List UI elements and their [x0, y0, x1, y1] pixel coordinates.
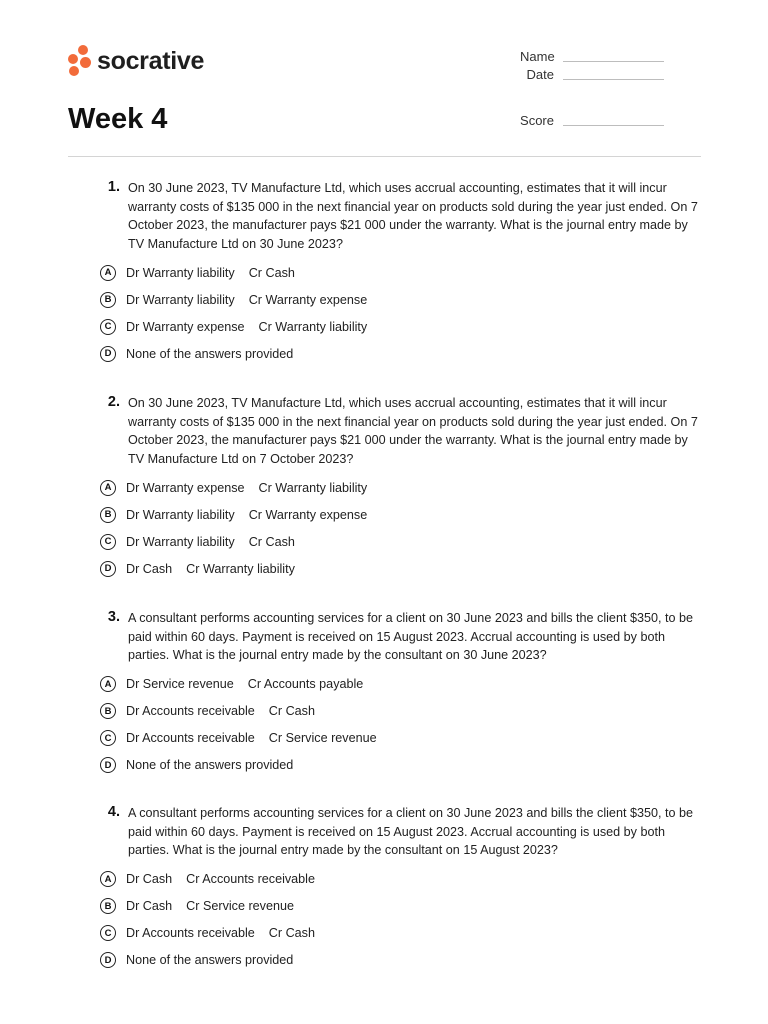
- option-c-badge: C: [100, 319, 116, 335]
- option-d-badge: D: [100, 561, 116, 577]
- option-text: Dr Cash Cr Accounts receivable: [126, 872, 315, 887]
- name-label: Name: [520, 49, 555, 64]
- option-a[interactable]: [100, 259, 700, 286]
- option-c[interactable]: [100, 313, 700, 340]
- question-number: 2.: [107, 394, 120, 410]
- option-d[interactable]: [100, 947, 700, 974]
- score-label: Score: [520, 113, 554, 128]
- option-text: Dr Accounts receivable Cr Cash: [126, 704, 315, 719]
- question-4: [100, 804, 700, 974]
- option-b-badge: B: [100, 507, 116, 523]
- option-text: Dr Accounts receivable Cr Service revenue: [126, 731, 377, 746]
- page-title: Week 4: [68, 103, 168, 135]
- date-field: [520, 67, 664, 82]
- option-c[interactable]: [100, 528, 700, 555]
- option-text: Dr Accounts receivable Cr Cash: [126, 926, 315, 941]
- option-text: None of the answers provided: [126, 758, 294, 773]
- option-text: None of the answers provided: [126, 953, 294, 968]
- brand-name: socrative: [97, 46, 205, 75]
- question-number: 1.: [107, 179, 120, 195]
- option-d[interactable]: [100, 752, 700, 779]
- socrative-dots-icon: [67, 44, 93, 78]
- option-c[interactable]: [100, 920, 700, 947]
- name-field: [520, 49, 664, 64]
- socrative-logo: [67, 44, 204, 78]
- question-text: A consultant performs accounting services for a client on 30 June 2023 and bills the client $350, to be paid within 60 days. Payment is received on 15 August 2023. Accrual accounting is used by both parties. What is the journal entry made by the consultant on 30 June 2023?: [128, 611, 693, 663]
- option-text: Dr Cash Cr Warranty liability: [126, 561, 295, 576]
- score-field: [520, 113, 664, 128]
- question-text: On 30 June 2023, TV Manufacture Ltd, which uses accrual accounting, estimates that it will incur warranty costs of $135 000 in the next financial year on products sold during the year just ended. On 7 October 2023, the manufacturer pays $21 000 under the warranty. What is the journal entry made by TV Manufacture Ltd on 30 June 2023?: [128, 181, 698, 251]
- question-2: [100, 394, 700, 582]
- option-d-badge: D: [100, 346, 116, 362]
- option-text: Dr Warranty liability Cr Cash: [126, 265, 295, 280]
- question-1: [100, 179, 700, 367]
- option-a[interactable]: [100, 671, 700, 698]
- option-text: Dr Warranty expense Cr Warranty liability: [126, 480, 368, 495]
- question-number: 3.: [107, 609, 120, 625]
- option-a-badge: A: [100, 480, 116, 496]
- option-b[interactable]: [100, 501, 700, 528]
- option-b-badge: B: [100, 898, 116, 914]
- option-text: Dr Warranty liability Cr Cash: [126, 534, 295, 549]
- option-c-badge: C: [100, 925, 116, 941]
- score-line: [563, 124, 664, 126]
- option-b-badge: B: [100, 292, 116, 308]
- option-b[interactable]: [100, 893, 700, 920]
- option-b[interactable]: [100, 286, 700, 313]
- option-a[interactable]: [100, 474, 700, 501]
- answer-options: [100, 671, 700, 779]
- option-c-badge: C: [100, 534, 116, 550]
- option-a-badge: A: [100, 871, 116, 887]
- question-number: 4.: [107, 804, 120, 820]
- option-b-badge: B: [100, 703, 116, 719]
- option-text: Dr Warranty expense Cr Warranty liability: [126, 319, 368, 334]
- answer-options: [100, 474, 700, 582]
- option-text: Dr Warranty liability Cr Warranty expense: [126, 507, 368, 522]
- option-a[interactable]: [100, 866, 700, 893]
- option-c-badge: C: [100, 730, 116, 746]
- option-text: Dr Cash Cr Service revenue: [126, 899, 294, 914]
- option-c[interactable]: [100, 725, 700, 752]
- name-line: [563, 60, 664, 62]
- option-a-badge: A: [100, 265, 116, 281]
- answer-options: [100, 866, 700, 974]
- option-text: Dr Service revenue Cr Accounts payable: [126, 677, 364, 692]
- header-divider: [68, 156, 701, 157]
- option-text: Dr Warranty liability Cr Warranty expense: [126, 292, 368, 307]
- option-d-badge: D: [100, 952, 116, 968]
- date-label: Date: [526, 67, 554, 82]
- option-b[interactable]: [100, 698, 700, 725]
- worksheet-header: [0, 0, 768, 160]
- option-d[interactable]: [100, 555, 700, 582]
- question-3: [100, 609, 700, 779]
- question-text: On 30 June 2023, TV Manufacture Ltd, which uses accrual accounting, estimates that it will incur warranty costs of $135 000 in the next financial year on products sold during the year just ended. On 7 October 2023, the manufacturer pays $21 000 under the warranty. What is the journal entry made by TV Manufacture Ltd on 7 October 2023?: [128, 396, 698, 466]
- date-line: [563, 78, 664, 80]
- option-a-badge: A: [100, 676, 116, 692]
- question-text: A consultant performs accounting services for a client on 30 June 2023 and bills the client $350, to be paid within 60 days. Payment is received on 15 August 2023. Accrual accounting is used by both parties. What is the journal entry made by the consultant on 15 August 2023?: [128, 806, 693, 858]
- answer-options: [100, 259, 700, 367]
- option-text: None of the answers provided: [126, 346, 294, 361]
- option-d[interactable]: [100, 340, 700, 367]
- option-d-badge: D: [100, 757, 116, 773]
